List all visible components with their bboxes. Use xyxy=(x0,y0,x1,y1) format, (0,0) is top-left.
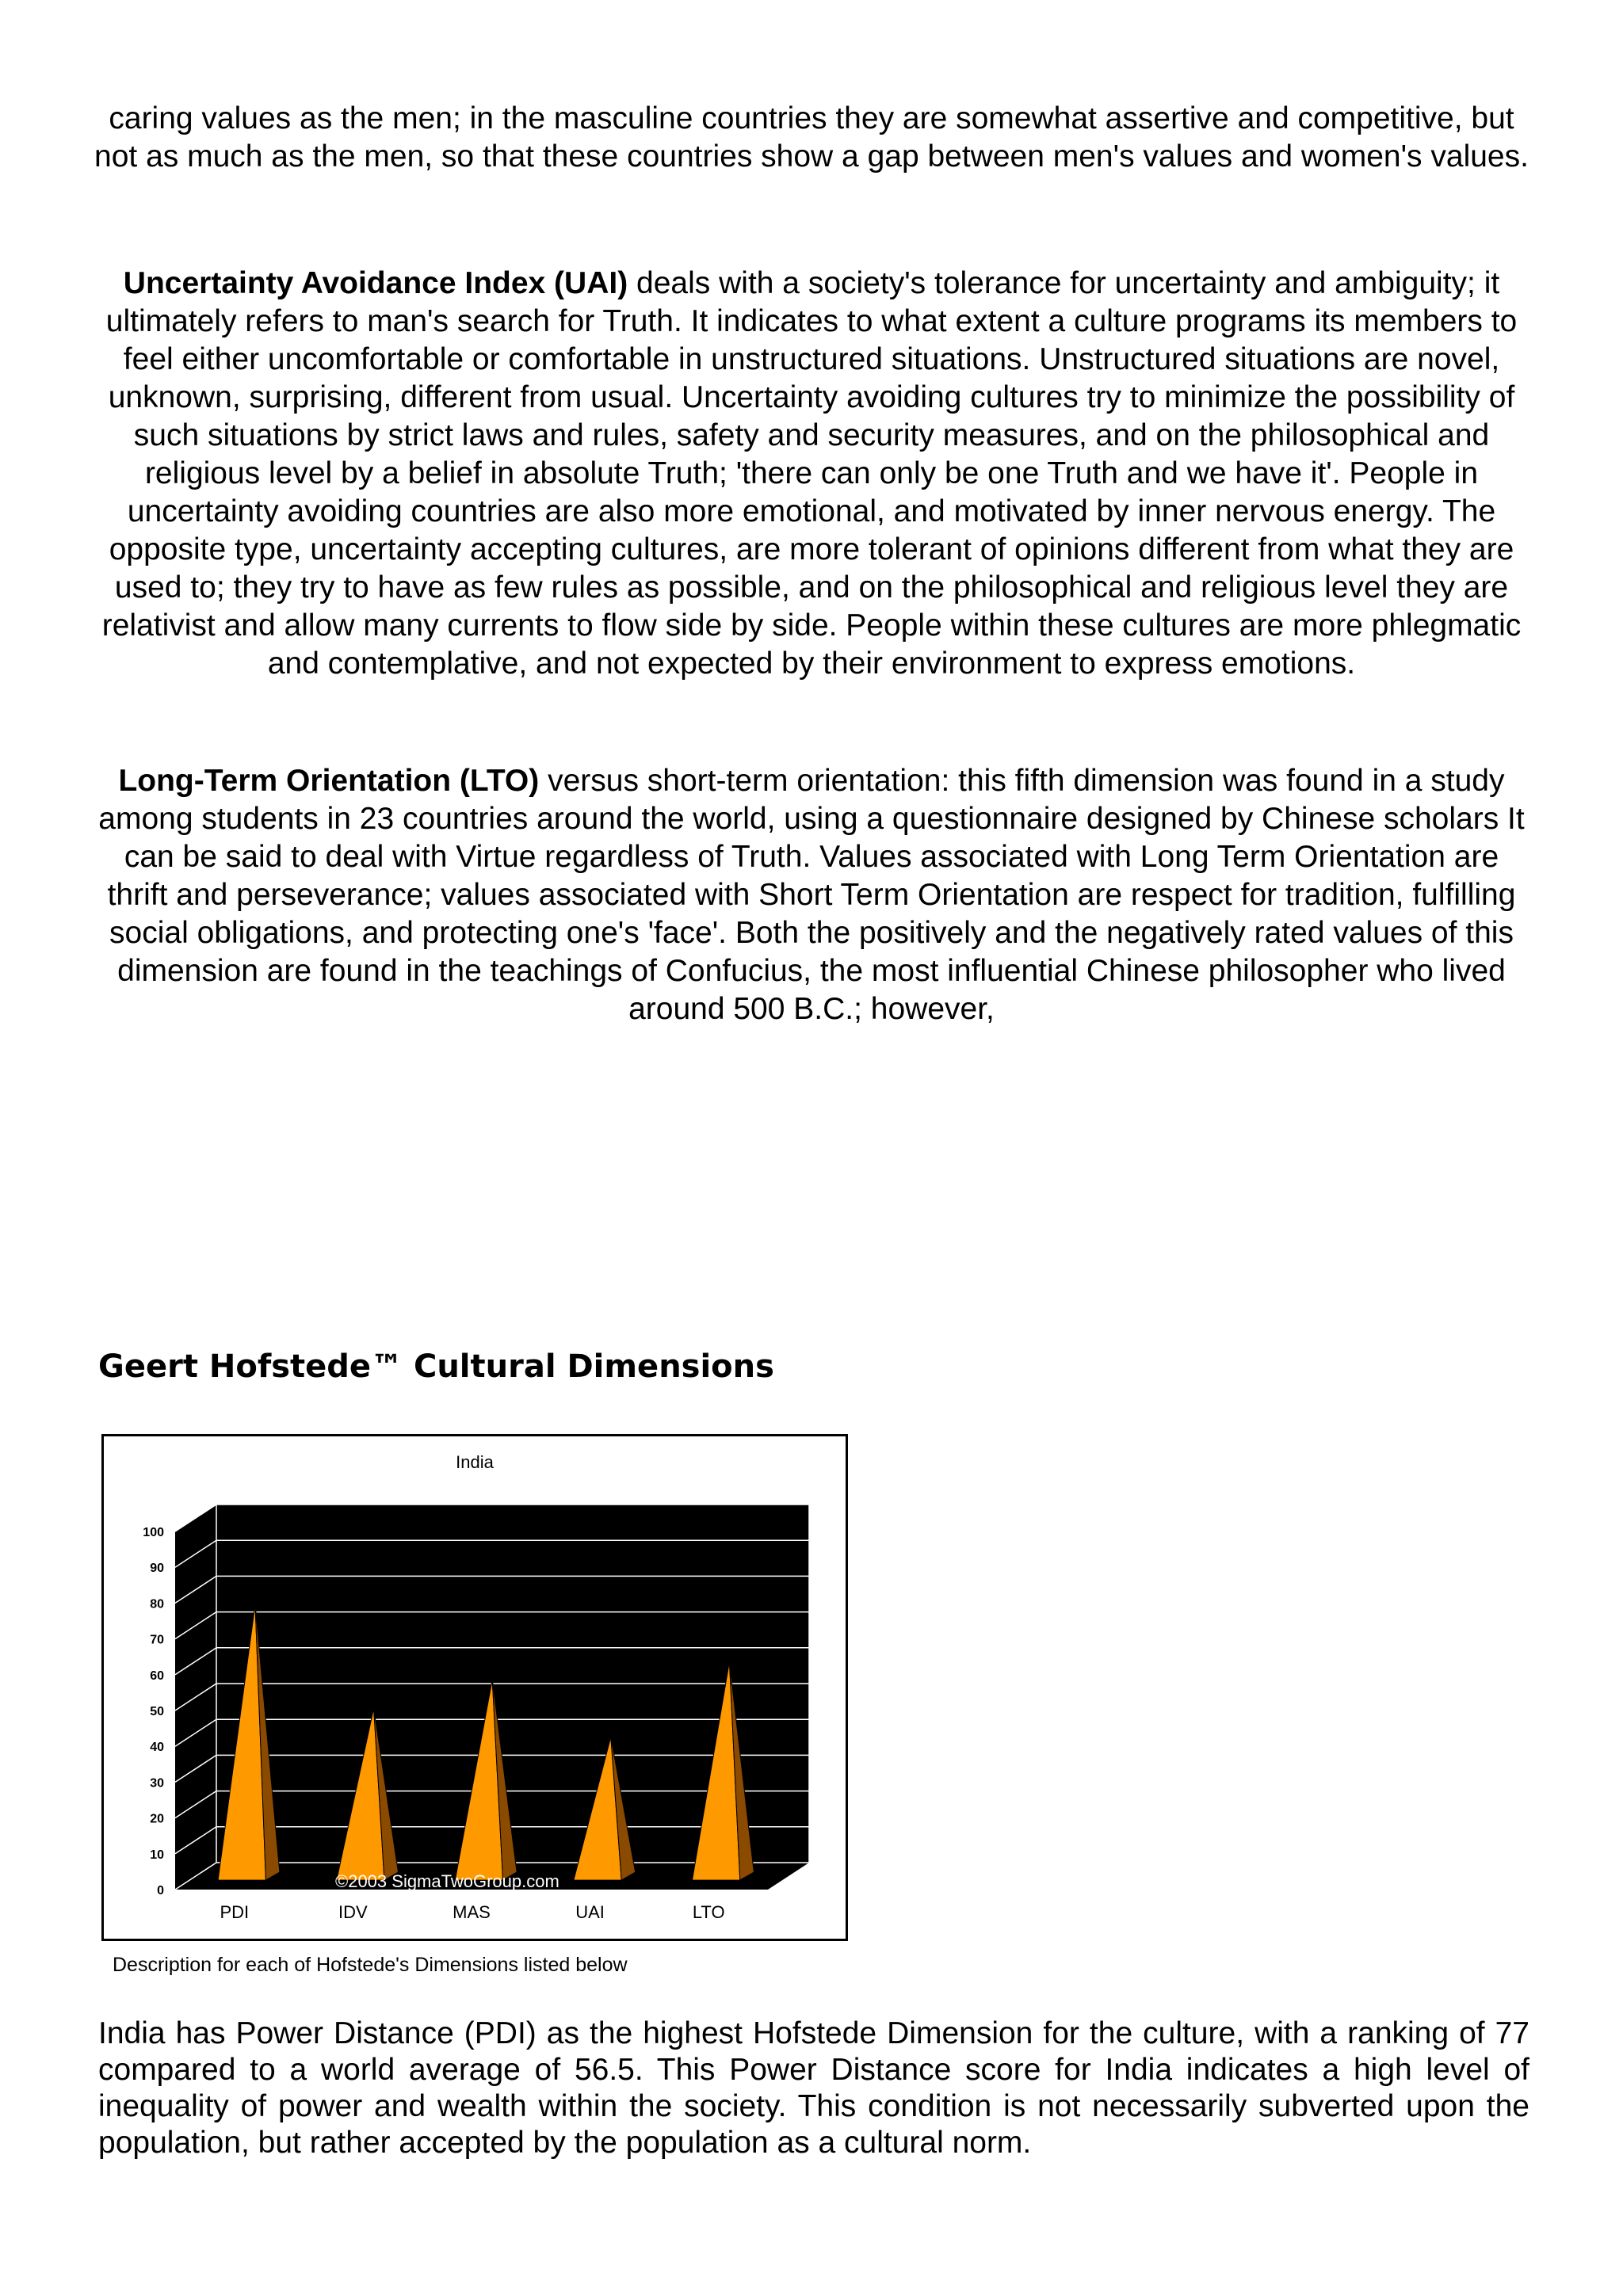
y-tick-label: 50 xyxy=(150,1705,164,1718)
x-tick-label: LTO xyxy=(692,1902,725,1922)
chart-title: India xyxy=(456,1452,494,1472)
paragraph-masculinity-end: caring values as the men; in the masculine countries they are somewhat assertive and competitive, but not as much as the men, so that these countries show a gap between men's values and women's values. xyxy=(94,101,1529,174)
lto-text: versus short-term orientation: this fifth dimension was found in a study among students in 23 countries around the world, using a questionnaire designed by Chinese scholars It can be said to deal with Virtue regardless of Truth. Values associated with Long Term Orientation are thrift and perseverance; values associated with Short Term Orientation are respect for tradition, fulfilling social obligations, and protecting one's 'face'. Both the positively and the negatively rated values of this dimension are found in the teachings of Confucius, the most influential Chinese philosopher who lived around 500 B.C.; however, xyxy=(98,764,1525,1026)
section-heading: Geert Hofstede™ Cultural Dimensions xyxy=(98,1348,774,1385)
y-tick-label: 80 xyxy=(150,1597,164,1611)
x-tick-label: PDI xyxy=(220,1902,250,1922)
y-tick-label: 0 xyxy=(157,1884,164,1897)
x-tick-label: MAS xyxy=(453,1902,491,1922)
y-tick-label: 100 xyxy=(143,1526,164,1539)
y-tick-label: 70 xyxy=(150,1633,164,1647)
x-tick-label: IDV xyxy=(338,1902,368,1922)
chart-watermark: ©2003 SigmaTwoGroup.com xyxy=(335,1871,559,1891)
y-tick-label: 10 xyxy=(150,1848,164,1862)
y-tick-label: 60 xyxy=(150,1669,164,1683)
y-tick-label: 20 xyxy=(150,1812,164,1826)
y-tick-label: 40 xyxy=(150,1741,164,1755)
y-tick-label: 90 xyxy=(150,1562,164,1576)
chart-caption: Description for each of Hofstede's Dimensions listed below xyxy=(113,1954,628,1976)
lto-term: Long-Term Orientation (LTO) xyxy=(118,764,540,798)
x-tick-label: UAI xyxy=(575,1902,605,1922)
uai-text: deals with a society's tolerance for uncertainty and ambiguity; it ultimately refers to man's search for Truth. It indicates to what extent a culture programs its members to feel either uncomfortable or comfortable in unstructured situations. Unstructured situations are novel, unknown, surprising, different from usual. Uncertainty avoiding cultures try to minimize the possibility of such situations by strict laws and rules, safety and security measures, and on the philosophical and religious level by a belief in absolute Truth; 'there can only be one Truth and we have it'. People in uncertainty avoiding countries are also more emotional, and motivated by inner nervous energy. The opposite type, uncertainty accepting cultures, are more tolerant of opinions different from what they are used to; they try to have as few rules as possible, and on the philosophical and religious level they are relativist and allow many currents to flow side by side. People within these cultures are more phlegmatic and contemplative, and not expected by their environment to express emotions. xyxy=(101,266,1522,681)
chart-layer xyxy=(143,1505,809,1922)
hofstede-chart xyxy=(104,1436,846,1939)
paragraph-uai xyxy=(94,265,1529,683)
uai-term: Uncertainty Avoidance Index (UAI) xyxy=(123,266,628,300)
chart-frame xyxy=(101,1434,848,1941)
paragraph-lto xyxy=(94,762,1529,1028)
paragraph-india: India has Power Distance (PDI) as the highest Hofstede Dimension for the culture, with a ranking of 77 compared to a world average of 56.5. This Power Distance score for India indicates a high level of inequality of power and wealth within the society. This condition is not necessarily subverted upon the population, but rather accepted by the population as a cultural norm. xyxy=(98,2016,1529,2160)
y-tick-label: 30 xyxy=(150,1776,164,1791)
